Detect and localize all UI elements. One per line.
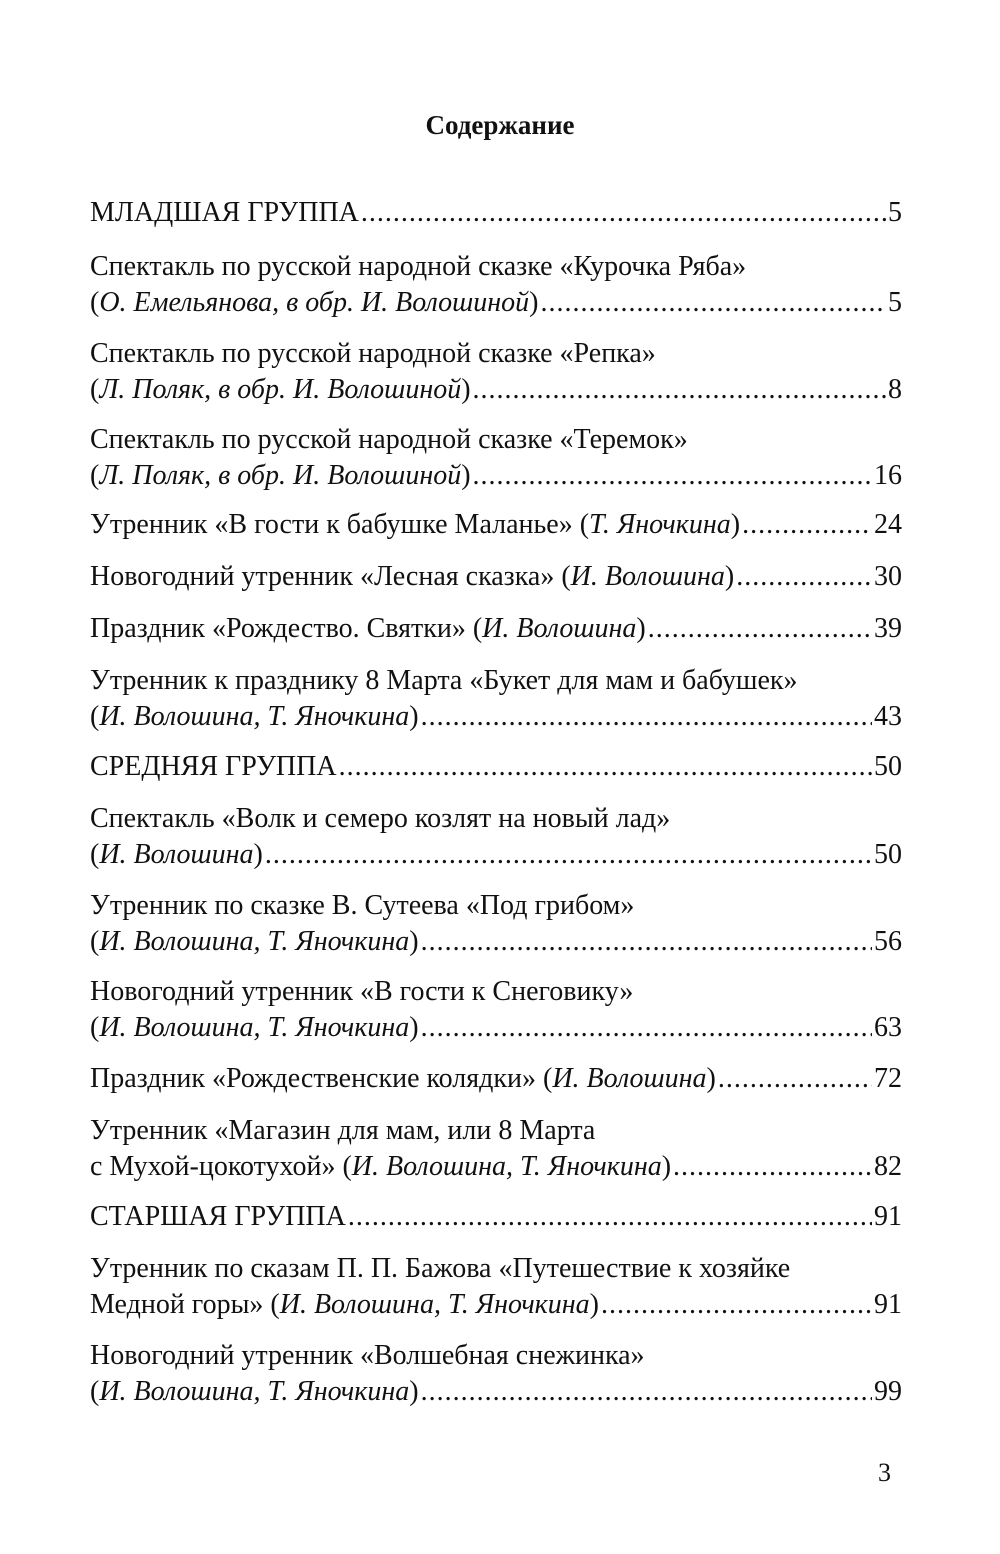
entry-title: Новогодний утренник «Волшебная снежинка» — [90, 1340, 645, 1371]
section-label: СТАРШАЯ ГРУППА — [90, 1201, 346, 1232]
entry-author: И. Волошина, Т. Яночкина — [351, 1151, 662, 1182]
entry-author: И. Волошина, Т. Яночкина — [99, 701, 410, 732]
toc-entry[interactable]: Спектакль по русской народной сказке «Курочка Ряба» (О. Емельянова, в обр. И. Волошиной) ..... 5 — [90, 250, 902, 320]
page-ref: 91 — [874, 1201, 902, 1232]
toc-entry[interactable]: Новогодний утренник «В гости к Снеговику» (И. Волошина, Т. Яночкина) ..... 63 — [90, 975, 902, 1045]
toc-entry[interactable]: Новогодний утренник «Лесная сказка» (И. Волошина) ..... 30 — [90, 560, 902, 594]
toc-entry[interactable]: Спектакль по русской народной сказке «Репка» (Л. Поляк, в обр. И. Волошиной) ..... 8 — [90, 337, 902, 407]
leader-dots — [718, 1062, 872, 1096]
page-ref: 24 — [874, 509, 902, 540]
page-ref: 5 — [888, 197, 902, 228]
leader-dots — [348, 1200, 872, 1234]
toc-entry[interactable]: Утренник по сказке В. Сутеева «Под грибом» (И. Волошина, Т. Яночкина) ..... 56 — [90, 889, 902, 959]
entry-author: И. Волошина, Т. Яночкина — [99, 1376, 410, 1407]
leader-dots — [540, 286, 886, 320]
leader-dots — [648, 612, 872, 646]
toc-section-senior[interactable] — [90, 1200, 902, 1234]
leader-dots — [473, 373, 886, 407]
section-label: МЛАДШАЯ ГРУППА — [90, 197, 359, 228]
entry-author: И. Волошина, Т. Яночкина — [279, 1289, 590, 1320]
toc-entry[interactable]: Спектакль по русской народной сказке «Теремок» (Л. Поляк, в обр. И. Волошиной) ..... 16 — [90, 423, 902, 493]
leader-dots — [601, 1288, 872, 1322]
page-ref: 50 — [874, 839, 902, 870]
page-ref: 50 — [874, 751, 902, 782]
page-ref: 39 — [874, 613, 902, 644]
leader-dots — [265, 838, 872, 872]
entry-author: О. Емельянова, в обр. И. Волошиной — [99, 287, 530, 318]
leader-dots — [421, 700, 872, 734]
page-ref: 56 — [874, 926, 902, 957]
leader-dots — [421, 1011, 872, 1045]
page-ref: 30 — [874, 561, 902, 592]
entry-author: Т. Яночкина — [589, 509, 731, 540]
entry-title: Спектакль по русской народной сказке «Курочка Ряба» — [90, 251, 747, 282]
entry-title: Утренник «Магазин для мам, или 8 Марта — [90, 1115, 596, 1146]
page-ref: 72 — [874, 1063, 902, 1094]
toc-entry[interactable]: Новогодний утренник «Волшебная снежинка» (И. Волошина, Т. Яночкина) ..... 99 — [90, 1339, 902, 1409]
toc-entry[interactable]: Праздник «Рождество. Святки» (И. Волошина) ..... 39 — [90, 612, 902, 646]
leader-dots — [673, 1150, 872, 1184]
toc-entry[interactable]: Утренник «В гости к бабушке Маланье» (Т. Яночкина) ..... 24 — [90, 508, 902, 542]
entry-title: Спектакль по русской народной сказке «Теремок» — [90, 424, 688, 455]
entry-author: И. Волошина — [552, 1063, 707, 1094]
entry-title: Утренник по сказке В. Сутеева «Под грибом» — [90, 890, 635, 921]
entry-title: Утренник к празднику 8 Марта «Букет для мам и бабушек» — [90, 665, 798, 696]
toc-section-junior[interactable] — [90, 196, 902, 230]
page-title: Содержание — [425, 110, 575, 140]
entry-title: Утренник по сказам П. П. Бажова «Путешествие к хозяйке — [90, 1253, 791, 1284]
toc-section-middle[interactable] — [90, 750, 902, 784]
section-label: СРЕДНЯЯ ГРУППА — [90, 751, 337, 782]
page-ref: 99 — [874, 1376, 902, 1407]
entry-author: И. Волошина, Т. Яночкина — [99, 1012, 410, 1043]
page-ref: 82 — [874, 1151, 902, 1182]
page-ref: 5 — [888, 287, 902, 318]
page-number: 3 — [878, 1458, 891, 1487]
leader-dots — [736, 560, 872, 594]
entry-author: И. Волошина, Т. Яночкина — [99, 926, 410, 957]
entry-author: Л. Поляк, в обр. И. Волошиной — [99, 374, 462, 405]
page-ref: 8 — [888, 374, 902, 405]
toc-entry[interactable]: Спектакль «Волк и семеро козлят на новый лад» (И. Волошина) ..... 50 — [90, 802, 902, 872]
entry-author: И. Волошина — [570, 561, 725, 592]
page-ref: 43 — [874, 701, 902, 732]
entry-title: Спектакль по русской народной сказке «Репка» — [90, 338, 656, 369]
entry-author: И. Волошина — [482, 613, 637, 644]
entry-author: И. Волошина — [99, 839, 254, 870]
entry-title: Новогодний утренник «В гости к Снеговику» — [90, 976, 634, 1007]
toc-entry[interactable]: Утренник к празднику 8 Марта «Букет для мам и бабушек» (И. Волошина, Т. Яночкина) ..... 43 — [90, 664, 902, 734]
leader-dots — [421, 925, 872, 959]
page-ref: 63 — [874, 1012, 902, 1043]
toc-entry[interactable]: Праздник «Рождественские колядки» (И. Волошина) ..... 72 — [90, 1062, 902, 1096]
leader-dots — [339, 750, 872, 784]
leader-dots — [473, 459, 872, 493]
leader-dots — [421, 1375, 872, 1409]
toc-entry[interactable]: Утренник «Магазин для мам, или 8 Марта с Мухой-цокотухой» (И. Волошина, Т. Яночкина) ..... 82 — [90, 1114, 902, 1184]
page-ref: 91 — [874, 1289, 902, 1320]
leader-dots — [742, 508, 872, 542]
entry-title: Спектакль «Волк и семеро козлят на новый лад» — [90, 803, 671, 834]
entry-author: Л. Поляк, в обр. И. Волошиной — [99, 460, 462, 491]
toc-entry[interactable]: Утренник по сказам П. П. Бажова «Путешествие к хозяйке Медной горы» (И. Волошина, Т. Яночкина) ..... 91 — [90, 1252, 902, 1322]
leader-dots — [361, 196, 886, 230]
page-ref: 16 — [874, 460, 902, 491]
